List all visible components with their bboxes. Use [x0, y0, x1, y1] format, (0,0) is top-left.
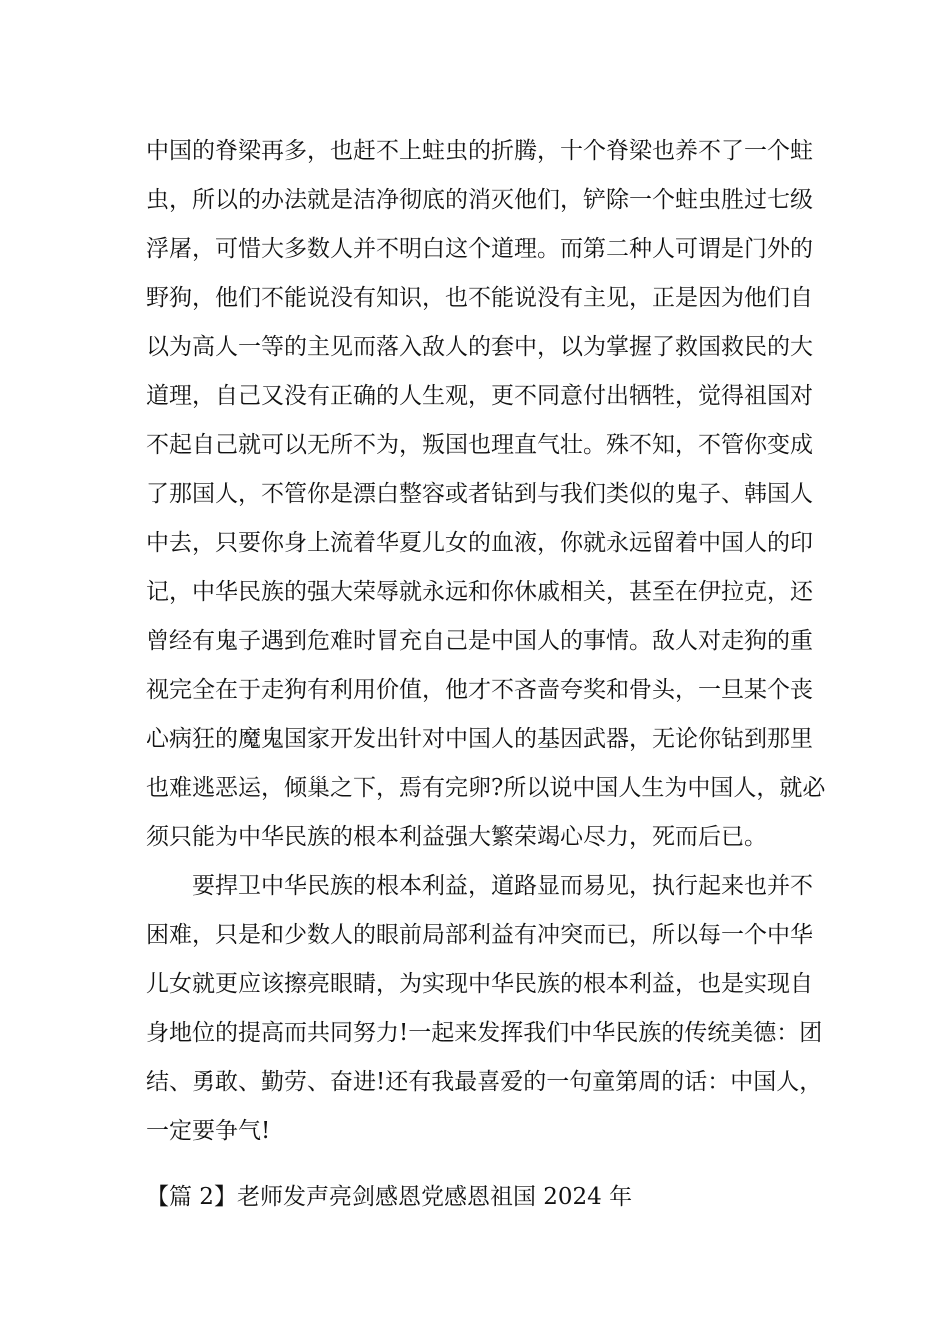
paragraph-line: 身地位的提高而共同努力!一起来发挥我们中华民族的传统美德：团 — [146, 1020, 823, 1046]
paragraph-line: 结、勇敢、勤劳、奋进!还有我最喜爱的一句童第周的话：中国人， — [146, 1069, 823, 1095]
paragraph-line: 了那国人，不管你是漂白整容或者钻到与我们类似的鬼子、韩国人 — [146, 481, 813, 507]
paragraph-line: 心病狂的魔鬼国家开发出针对中国人的基因武器，无论你钻到那里 — [146, 726, 813, 752]
paragraph-line: 不起自己就可以无所不为，叛国也理直气壮。殊不知，不管你变成 — [146, 432, 813, 458]
paragraph-line: 道理，自己又没有正确的人生观，更不同意付出牺牲，觉得祖国对 — [146, 383, 813, 409]
paragraph-line: 视完全在于走狗有利用价值，他才不吝啬夸奖和骨头，一旦某个丧 — [146, 677, 813, 703]
paragraph-line: 要捍卫中华民族的根本利益，道路显而易见，执行起来也并不 — [192, 873, 813, 899]
section-heading: 【篇 2】老师发声亮剑感恩党感恩祖国 2024 年 — [146, 1184, 633, 1210]
paragraph-line: 一定要争气! — [146, 1118, 271, 1144]
paragraph-line: 曾经有鬼子遇到危难时冒充自己是中国人的事情。敌人对走狗的重 — [146, 628, 813, 654]
paragraph-line: 须只能为中华民族的根本利益强大繁荣竭心尽力，死而后已。 — [146, 824, 767, 850]
paragraph-line: 以为高人一等的主见而落入敌人的套中，以为掌握了救国救民的大 — [146, 334, 813, 360]
paragraph-line: 也难逃恶运，倾巢之下，焉有完卵?所以说中国人生为中国人，就必 — [146, 775, 826, 801]
paragraph-line: 中去，只要你身上流着华夏儿女的血液，你就永远留着中国人的印 — [146, 530, 813, 556]
paragraph-line: 虫，所以的办法就是洁净彻底的消灭他们，铲除一个蛀虫胜过七级 — [146, 187, 813, 213]
paragraph-line: 浮屠，可惜大多数人并不明白这个道理。而第二种人可谓是门外的 — [146, 236, 813, 262]
paragraph-line: 中国的脊梁再多，也赶不上蛀虫的折腾，十个脊梁也养不了一个蛀 — [146, 138, 813, 164]
paragraph-line: 野狗，他们不能说没有知识，也不能说没有主见，正是因为他们自 — [146, 285, 813, 311]
paragraph-line: 困难，只是和少数人的眼前局部利益有冲突而已，所以每一个中华 — [146, 922, 813, 948]
paragraph-line: 儿女就更应该擦亮眼睛，为实现中华民族的根本利益，也是实现自 — [146, 971, 813, 997]
paragraph-line: 记，中华民族的强大荣辱就永远和你休戚相关，甚至在伊拉克，还 — [146, 579, 813, 605]
